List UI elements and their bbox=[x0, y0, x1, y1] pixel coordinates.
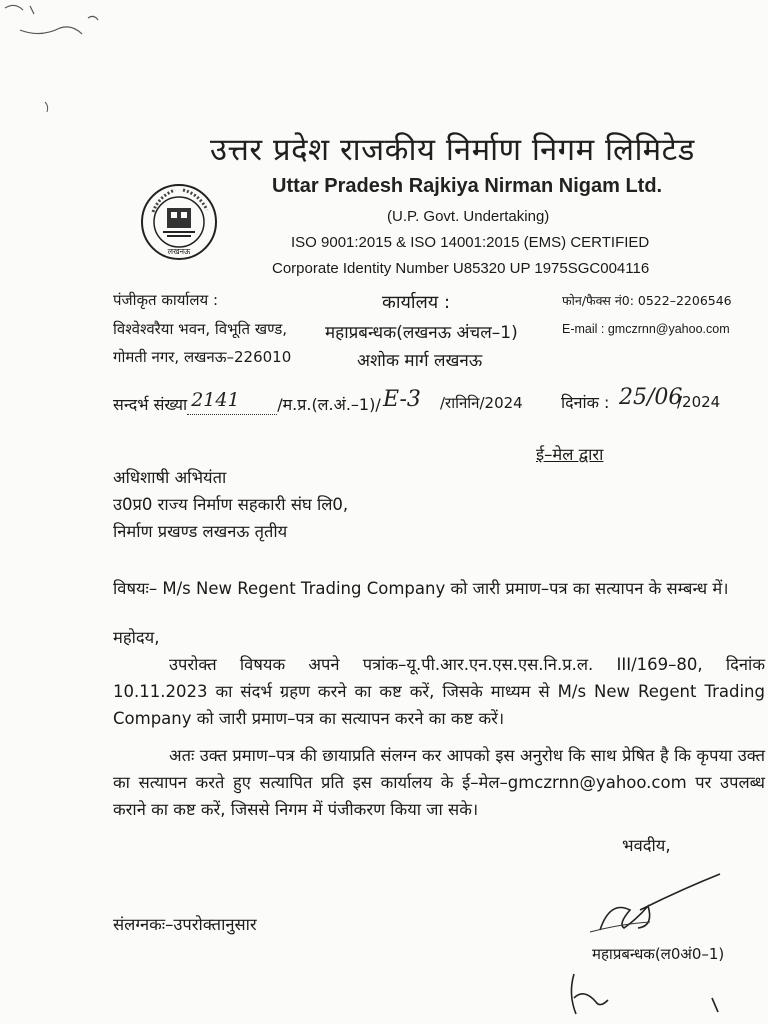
signature bbox=[580, 870, 730, 950]
office-line1: महाप्रबन्धक(लखनऊ अंचल–1) bbox=[325, 323, 518, 343]
date-year: /2024 bbox=[677, 393, 721, 411]
company-name-hindi: उत्तर प्रदेश राजकीय निर्माण निगम लिमिटेड bbox=[210, 132, 695, 168]
company-seal-logo bbox=[139, 182, 219, 262]
recipient-line3: निर्माण प्रखण्ड लखनऊ तृतीय bbox=[113, 522, 288, 541]
svg-text:लखनऊ: लखनऊ bbox=[167, 247, 191, 256]
body-paragraph-2: अतः उक्त प्रमाण–पत्र की छायाप्रति संलग्न कर आपको इस अनुरोध कि साथ प्रेषित है कि कृपया उक्त का सत्यापन करते हुए सत्यापित प्रति इस कार्यालय के ई–मेल–gmczrnn@yahoo.com पर उपलब्ध कराने का कष्ट करें, जिससे निगम में पंजीकरण किया जा सके। bbox=[113, 746, 765, 819]
corporate-identity-number: Corporate Identity Number U85320 UP 1975SGC004116 bbox=[272, 260, 650, 277]
via-email: ई–मेल द्वारा bbox=[536, 445, 604, 464]
registered-office-label: पंजीकृत कार्यालय : bbox=[113, 291, 219, 309]
recipient-line2: उ0प्र0 राज्य निर्माण सहकारी संघ लि0, bbox=[113, 495, 349, 514]
email-address: E-mail : gmczrnn@yahoo.com bbox=[562, 322, 730, 336]
registered-office-line1: विश्वेश्वरैया भवन, विभूति खण्ड, bbox=[113, 320, 288, 338]
closing: भवदीय, bbox=[622, 836, 671, 855]
reference-code-handwritten: E-3 bbox=[383, 387, 421, 412]
stray-ink-marks bbox=[0, 0, 110, 50]
govt-undertaking: (U.P. Govt. Undertaking) bbox=[387, 208, 550, 225]
phone-fax: फोन/फैक्स नं0: 0522–2206546 bbox=[562, 293, 732, 308]
registered-office-line2: गोमती नगर, लखनऊ–226010 bbox=[113, 348, 292, 366]
subject-line: विषयः– M/s New Regent Trading Company को जारी प्रमाण–पत्र का सत्यापन के सम्बन्ध में। bbox=[113, 579, 729, 598]
reference-number-handwritten: 2141 bbox=[191, 389, 240, 411]
initials-scribble bbox=[564, 968, 744, 1022]
date-handwritten: 25/06 bbox=[619, 385, 683, 410]
office-label: कार्यालय : bbox=[382, 292, 451, 313]
recipient-line1: अधिशाषी अभियंता bbox=[113, 468, 227, 487]
salutation: महोदय, bbox=[113, 628, 160, 647]
body-paragraph-1: उपरोक्त विषयक अपने पत्रांक–यू.पी.आर.एन.एस.एस.नि.प्र.ल. III/169–80, दिनांक 10.11.2023 का संदर्भ ग्रहण करने का कष्ट करें, जिसके माध्यम से M/s New Regent Trading Company को जारी प्रमाण–पत्र का सत्यापन करने का कष्ट करें। bbox=[113, 655, 765, 728]
iso-certification: ISO 9001:2015 & ISO 14001:2015 (EMS) CERTIFIED bbox=[291, 234, 650, 251]
company-name-english: Uttar Pradesh Rajkiya Nirman Nigam Ltd. bbox=[272, 175, 663, 197]
reference-prefix: सन्दर्भ संख्या bbox=[113, 395, 188, 414]
reference-middle: /म.प्र.(ल.अं.–1)/ bbox=[277, 395, 381, 414]
date-label: दिनांक : bbox=[561, 393, 610, 412]
signatory-designation: महाप्रबन्धक(ल0अं0–1) bbox=[592, 945, 725, 963]
reference-suffix: /रानिनि/2024 bbox=[440, 394, 523, 412]
enclosure-note: संलग्नकः–उपरोक्तानुसार bbox=[113, 915, 257, 934]
office-line2: अशोक मार्ग लखनऊ bbox=[357, 351, 483, 371]
reference-line bbox=[113, 389, 381, 415]
